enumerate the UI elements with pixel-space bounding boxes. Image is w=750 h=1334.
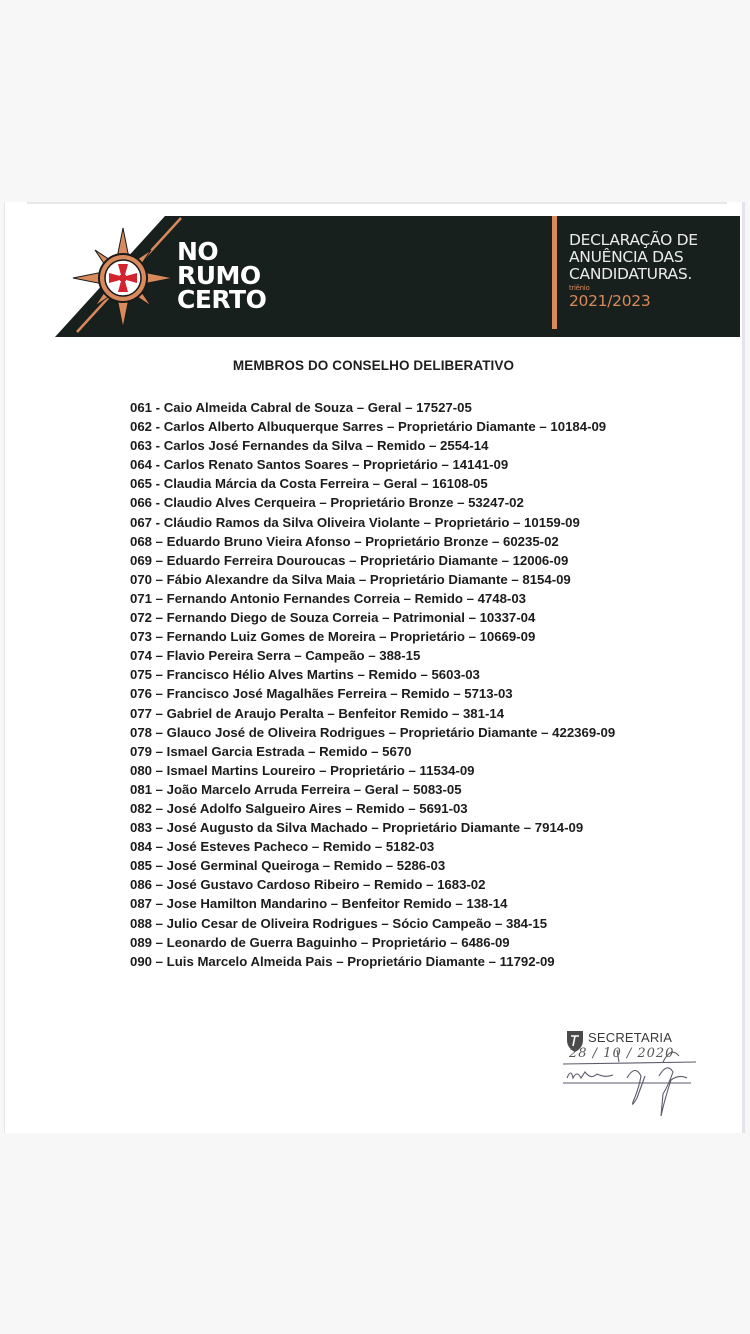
logo-line: RUMO — [177, 261, 261, 290]
member-entry: 077 – Gabriel de Araujo Peralta – Benfeitor Remido – 381-14 — [130, 705, 505, 721]
member-entry: 062 - Carlos Alberto Albuquerque Sarres – Proprietário Diamante – 10184-09 — [130, 419, 607, 435]
declaration-title — [569, 232, 698, 310]
member-entry: 065 - Claudia Márcia da Costa Ferreira – Geral – 16108-05 — [130, 476, 488, 492]
logo-wordmark — [177, 237, 267, 314]
declaration-line: ANUÊNCIA DAS — [569, 248, 684, 266]
trienio-years: 2021/2023 — [569, 292, 651, 310]
members-list — [130, 398, 615, 971]
page-top-edge — [27, 202, 727, 204]
member-entry: 078 – Glauco José de Oliveira Rodrigues – Proprietário Diamante – 422369-09 — [130, 724, 616, 740]
member-entry: 086 – José Gustavo Cardoso Ribeiro – Remido – 1683-02 — [130, 877, 486, 893]
member-entry: 063 - Carlos José Fernandes da Silva – Remido – 2554-14 — [130, 438, 489, 454]
member-entry: 088 – Julio Cesar de Oliveira Rodrigues – Sócio Campeão – 384-15 — [130, 915, 548, 931]
member-entry: 071 – Fernando Antonio Fernandes Correia – Remido – 4748-03 — [130, 590, 526, 606]
member-entry: 079 – Ismael Garcia Estrada – Remido – 5670 — [130, 743, 412, 759]
stamp-label: SECRETARIA — [588, 1030, 673, 1045]
document-page — [4, 202, 745, 1133]
member-entry: 067 - Cláudio Ramos da Silva Oliveira Violante – Proprietário – 10159-09 — [130, 514, 580, 530]
member-entry: 061 - Caio Almeida Cabral de Souza – Geral – 17527-05 — [130, 400, 472, 415]
banner-divider — [552, 216, 557, 329]
member-entry: 087 – Jose Hamilton Mandarino – Benfeitor Remido – 138-14 — [130, 896, 508, 912]
member-entry: 070 – Fábio Alexandre da Silva Maia – Proprietário Diamante – 8154-09 — [130, 571, 571, 587]
member-entry: 076 – Francisco José Magalhães Ferreira – Remido – 5713-03 — [130, 686, 513, 702]
declaration-line: DECLARAÇÃO DE — [569, 231, 698, 249]
member-entry: 064 - Carlos Renato Santos Soares – Proprietário – 14141-09 — [130, 457, 509, 473]
member-entry: 068 – Eduardo Bruno Vieira Afonso – Proprietário Bronze – 60235-02 — [130, 533, 559, 549]
member-entry: 090 – Luis Marcelo Almeida Pais – Proprietário Diamante – 11792-09 — [130, 953, 555, 969]
member-entry: 074 – Flavio Pereira Serra – Campeão – 388-15 — [130, 648, 421, 664]
declaration-line: CANDIDATURAS. — [569, 265, 693, 283]
logo-line: CERTO — [177, 285, 267, 314]
trienio-label: triênio — [569, 284, 590, 292]
member-entry: 066 - Claudio Alves Cerqueira – Proprietário Bronze – 53247-02 — [130, 495, 524, 511]
member-entry: 085 – José Germinal Queiroga – Remido – 5286-03 — [130, 858, 446, 874]
secretaria-stamp — [561, 1028, 711, 1118]
header-banner — [55, 216, 740, 337]
member-entry: 075 – Francisco Hélio Alves Martins – Remido – 5603-03 — [130, 667, 480, 683]
member-entry: 081 – João Marcelo Arruda Ferreira – Geral – 5083-05 — [130, 781, 462, 797]
section-title: MEMBROS DO CONSELHO DELIBERATIVO — [232, 358, 515, 373]
member-entry: 069 – Eduardo Ferreira Douroucas – Proprietário Diamante – 12006-09 — [130, 552, 569, 568]
logo-line: NO — [177, 237, 219, 266]
member-entry: 080 – Ismael Martins Loureiro – Proprietário – 11534-09 — [130, 762, 475, 778]
member-entry: 082 – José Adolfo Salgueiro Aires – Remido – 5691-03 — [130, 800, 468, 816]
member-entry: 072 – Fernando Diego de Souza Correia – Patrimonial – 10337-04 — [130, 610, 536, 626]
member-entry: 089 – Leonardo de Guerra Baguinho – Proprietário – 6486-09 — [130, 934, 510, 950]
member-entry: 083 – José Augusto da Silva Machado – Proprietário Diamante – 7914-09 — [130, 820, 584, 836]
member-entry: 073 – Fernando Luiz Gomes de Moreira – Proprietário – 10669-09 — [130, 629, 536, 645]
stamp-date: 28 / 10 / 2020 — [569, 1046, 675, 1061]
member-entry: 084 – José Esteves Pacheco – Remido – 5182-03 — [130, 839, 435, 855]
